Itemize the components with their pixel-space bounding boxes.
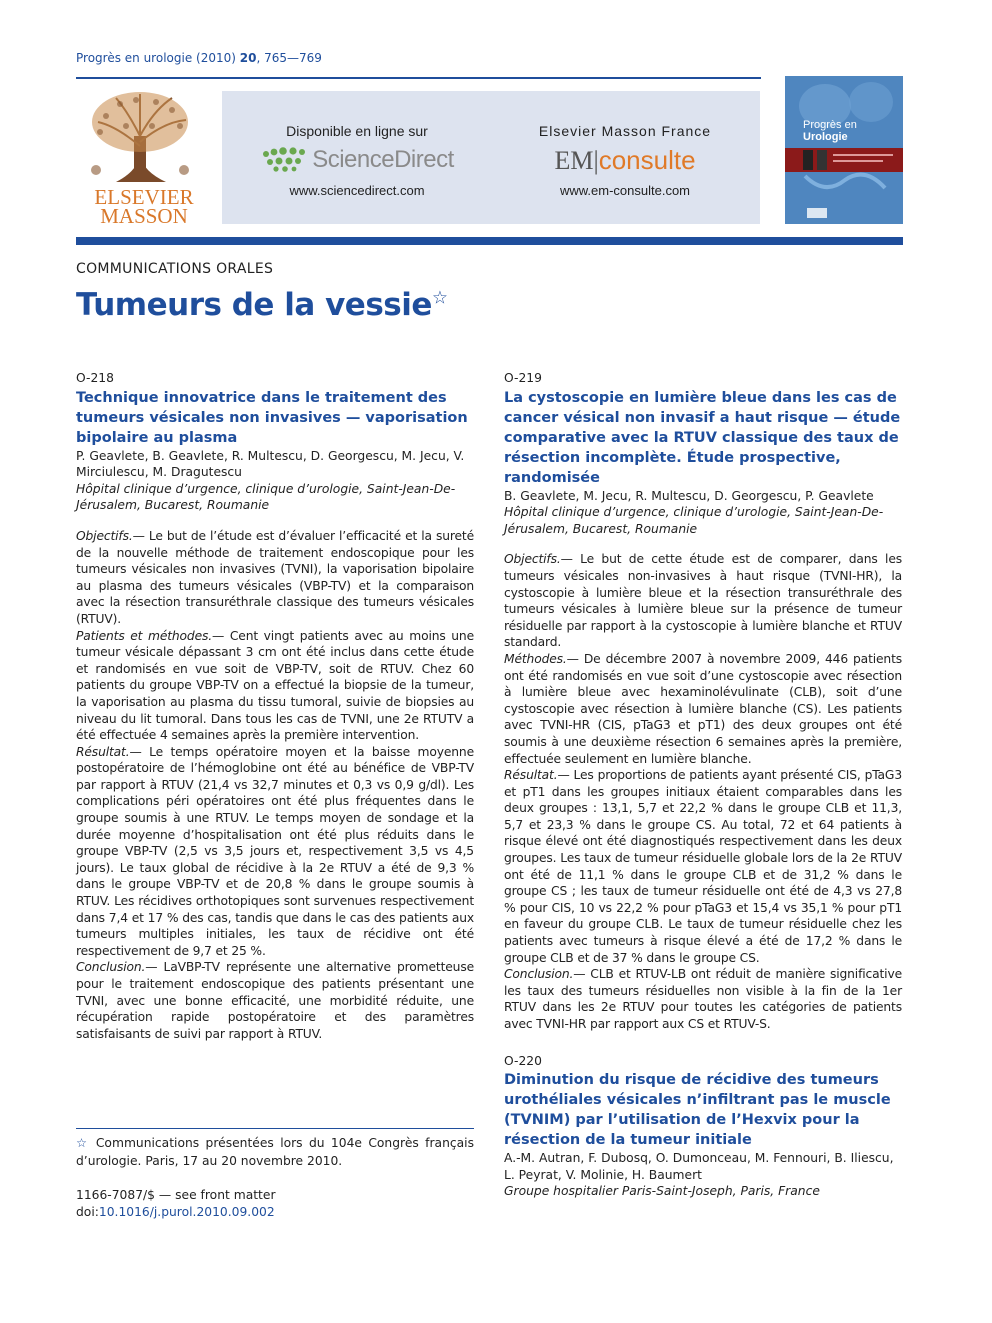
abstract-authors: B. Geavlete, M. Jecu, R. Multescu, D. Georgescu, P. Geavlete bbox=[504, 488, 874, 503]
abstract-title: Technique innovatrice dans le traitement des tumeurs vésicales non invasives — vaporisation bipolaire au plasma bbox=[76, 389, 468, 446]
sciencedirect-dots-icon bbox=[260, 146, 310, 174]
footnote bbox=[76, 1134, 474, 1170]
sd-available-text: Disponible en ligne sur bbox=[286, 123, 428, 139]
section-text: Le but de cette étude est de comparer, dans les tumeurs vésicales non-invasives à haut risque (TVNI-HR), la cystoscopie à lumière bleue et la résection transuréthrale des tumeurs vésicales à lumière bleue sur la présence de tumeur résiduelle par rapport à la cystoscopie à lumière blanche et RTUV standard. bbox=[504, 552, 902, 650]
em-consulte-block[interactable] bbox=[490, 91, 760, 224]
right-column bbox=[504, 370, 902, 1200]
header-bottom-rule bbox=[76, 237, 903, 245]
section-label: COMMUNICATIONS ORALES bbox=[76, 261, 274, 277]
abstract-section bbox=[504, 767, 902, 966]
abstract-authors: A.-M. Autran, F. Dubosq, O. Dumonceau, M. Fennouri, B. Iliescu, L. Peyrat, V. Molinie, H. Baumert bbox=[504, 1151, 894, 1182]
citation-volume: 20 bbox=[239, 51, 257, 65]
em-url[interactable]: www.em-consulte.com bbox=[559, 183, 691, 198]
abstract-title: Diminution du risque de récidive des tumeurs urothéliales vésicales n’infiltrant pas le muscle (TVNIM) par l’utilisation de l’Hexvix pour la résection de la tumeur initiale bbox=[504, 1072, 891, 1149]
citation-journal: Progrès en urologie (2010) bbox=[76, 51, 236, 65]
em-publisher-text: Elsevier Masson France bbox=[538, 123, 712, 139]
abstract-section bbox=[504, 551, 902, 651]
title-footnote-mark[interactable]: ☆ bbox=[431, 287, 448, 309]
citation-pages: , 765—769 bbox=[256, 51, 322, 65]
section-text: LaVBP-TV représente une alternative prometteuse pour le traitement endoscopique des patients présentant une TVNI, avec une bonne efficacité, une morbidité réduite, une récupération rapide postopératoire et des paramètres satisfaisants de suivi par rapport à RTUV. bbox=[76, 960, 474, 1041]
abstract-section bbox=[504, 966, 902, 1032]
section-heading: Méthodes.— bbox=[504, 651, 579, 666]
journal-cover-thumbnail[interactable] bbox=[785, 76, 903, 224]
abstract-section bbox=[76, 959, 474, 1042]
publisher-line1: ELSEVIER bbox=[94, 185, 194, 209]
abstract-affiliation: Groupe hospitalier Paris-Saint-Joseph, Paris, France bbox=[504, 1184, 820, 1199]
abstract-affiliation: Hôpital clinique d’urgence, clinique d’urologie, Saint-Jean-De-Jérusalem, Bucarest, Roumanie bbox=[504, 505, 884, 536]
abstract-o-220 bbox=[504, 1053, 902, 1200]
left-column bbox=[76, 370, 474, 1042]
journal-citation[interactable] bbox=[76, 51, 322, 65]
sd-url[interactable]: www.sciencedirect.com bbox=[289, 183, 425, 198]
doi-link[interactable]: 10.1016/j.purol.2010.09.002 bbox=[98, 1205, 275, 1219]
abstract-o-219 bbox=[504, 370, 902, 1033]
section-text: Les proportions de patients ayant présenté CIS, pTaG3 et pT1 dans les groupes initiaux étaient comparables dans les deux groupes : 13,1, 5,7 et 22,2 % dans le groupe CLB et 11,3, 5,7 et 23,3 % dans le groupe CS. Au total, 72 et 64 patients à risque élevé ont été diagnostiqués respectivement dans les deux groupes. Les taux de tumeur résiduelle globale lors de la 2e RTUV ont été de 11,1 % dans le groupe CLB et de 31,2 % dans le groupe CS ; les taux de tumeur résiduelle ont été de 4,3 vs 27,8 % pour CIS, 10 vs 22,2 % pour pTaG3 et 15,4 vs 35,1 % pour pT1 en faveur du groupe CLB. Le taux de tumeur résiduelle chez les patients avec tumeurs à risque élevé a été de 17,2 % dans le groupe CLB et de 37 % dans le groupe CS. bbox=[504, 768, 902, 965]
abstract-section bbox=[76, 744, 474, 960]
elsevier-masson-logo bbox=[76, 86, 212, 226]
section-heading: Conclusion.— bbox=[504, 967, 586, 982]
section-heading: Patients et méthodes.— bbox=[76, 628, 225, 643]
cover-title-a: Progrès en bbox=[803, 119, 857, 131]
em-brand-b: consulte bbox=[598, 145, 696, 175]
abstract-section bbox=[76, 528, 474, 628]
page-title-text: Tumeurs de la vessie bbox=[76, 287, 432, 323]
doi-line bbox=[76, 1204, 276, 1221]
cover-title-b: Urologie bbox=[803, 131, 848, 143]
abstract-body bbox=[504, 551, 902, 1032]
elsevier-tree-icon bbox=[76, 86, 212, 226]
page-footer bbox=[76, 1187, 276, 1221]
abstract-affiliation: Hôpital clinique d’urgence, clinique d’urologie, Saint-Jean-De-Jérusalem, Bucarest, Roumanie bbox=[76, 481, 456, 513]
header-top-rule bbox=[76, 77, 761, 79]
sciencedirect-logo bbox=[222, 145, 492, 175]
abstract-o-218 bbox=[76, 370, 474, 1042]
footnote-text: Communications présentées lors du 104e Congrès français d’urologie. Paris, 17 au 20 novembre 2010. bbox=[76, 1136, 474, 1168]
footnote-mark: ☆ bbox=[76, 1136, 90, 1150]
page-title bbox=[76, 287, 448, 323]
em-brand-a: EM bbox=[554, 146, 594, 175]
abstract-body bbox=[76, 528, 474, 1042]
abstract-title: La cystoscopie en lumière bleue dans les cas de cancer vésical non invasif a haut risque — étude comparative avec la RTUV classique des taux de résection incomplète. Étude prospective, randomisée bbox=[504, 389, 901, 486]
abstract-id: O-219 bbox=[504, 371, 542, 385]
doi-label: doi: bbox=[76, 1205, 99, 1219]
section-text: Le temps opératoire moyen et la baisse moyenne postopératoire de l’hémoglobine ont été au bénéfice de VBP-TV par rapport à RTUV (21,4 vs 32,7 minutes et 0,3 vs 0,9 g/dl). Les complications péri opératoires ont été plus fréquentes dans le groupe soumis à une RTUV. Le temps moyen de sondage et la durée moyenne d’hospitalisation ont été plus réduits dans le groupe VBP-TV (2,5 vs 3,5 jours et, respectivement 3,5 vs 4,5 jours). Le taux global de récidive à la 2e RTUV a été de 9,3 % dans le groupe VBP-TV et de 20,8 % dans le groupe soumis à RTUV. Les récidives orthotopiques sont survenues respectivement dans 7,4 et 17 % des cas, tandis que dans le cas des patients aux tumeurs multiples initiales, les taux de récidive ont été respectivement de 9,7 et 25 %. bbox=[76, 744, 474, 958]
issn-line: 1166-7087/$ — see front matter bbox=[76, 1188, 276, 1202]
section-heading: Conclusion.— bbox=[76, 960, 158, 975]
section-heading: Résultat.— bbox=[76, 744, 142, 759]
em-consulte-logo: EM|consulte bbox=[554, 145, 696, 175]
section-heading: Objectifs.— bbox=[76, 528, 145, 543]
abstract-section bbox=[76, 628, 474, 744]
publisher-line2: MASSON bbox=[100, 204, 188, 226]
section-text: CLB et RTUV-LB ont réduit de manière significative les taux des tumeurs résiduelles non visible à la fin de la 1er RTUV dans les 2e RTUV pour toutes les catégories de patients avec TVNI-HR par rapport aux CS et RTUV-S. bbox=[504, 967, 902, 1031]
cover-artwork bbox=[785, 76, 903, 224]
sciencedirect-block[interactable] bbox=[222, 91, 492, 224]
footnote-rule bbox=[76, 1128, 474, 1129]
section-text: Cent vingt patients avec au moins une tumeur vésicale dépassant 3 cm ont été inclus dans cette étude et randomisés en vue soit de VBP-TV, soit de RTUV. Chez 60 patients du groupe VBP-TV on a effectué la biopsie de la tumeur, la vaporisation au plasma du tissu tumoral, suivie de biopsies au niveau du lit tumoral. Dans tous les cas de TVNI, une 2e RTUTV a été effectuée 4 semaines après la première intervention. bbox=[76, 628, 474, 743]
abstract-id: O-218 bbox=[76, 371, 114, 385]
abstract-authors: P. Geavlete, B. Geavlete, R. Multescu, D. Georgescu, M. Jecu, V. Mirciulescu, M. Dragutescu bbox=[76, 448, 465, 480]
section-text: De décembre 2007 à novembre 2009, 446 patients ont été randomisés en vue soit d’une cystoscopie avec résection à lumière bleue avec hexaminolévulinate (CLB), soit d’une cystoscopie avec résection à lumière blanche (CS). Les patients avec TVNI-HR (CIS, pTaG3 et pT1) des deux groupes ont été soumis à une deuxième résection 6 semaines après la première, effectuée seulement en lumière blanche. bbox=[504, 651, 902, 766]
section-text: Le but de l’étude est d’évaluer l’efficacité et la sureté de la nouvelle méthode de traitement endoscopique pour les tumeurs vésicales non invasives (TVNI), la vaporisation bipolaire au plasma des tumeurs vésicales (VBP-TV) et la comparaison avec la résection transuréthrale classique des tumeurs vésicales (RTUV). bbox=[76, 528, 474, 626]
online-availability-banner bbox=[222, 91, 760, 224]
section-heading: Objectifs.— bbox=[504, 552, 573, 567]
section-heading: Résultat.— bbox=[504, 768, 570, 783]
sd-brand-text: ScienceDirect bbox=[312, 146, 454, 173]
abstract-id: O-220 bbox=[504, 1053, 542, 1068]
abstract-section bbox=[504, 651, 902, 767]
